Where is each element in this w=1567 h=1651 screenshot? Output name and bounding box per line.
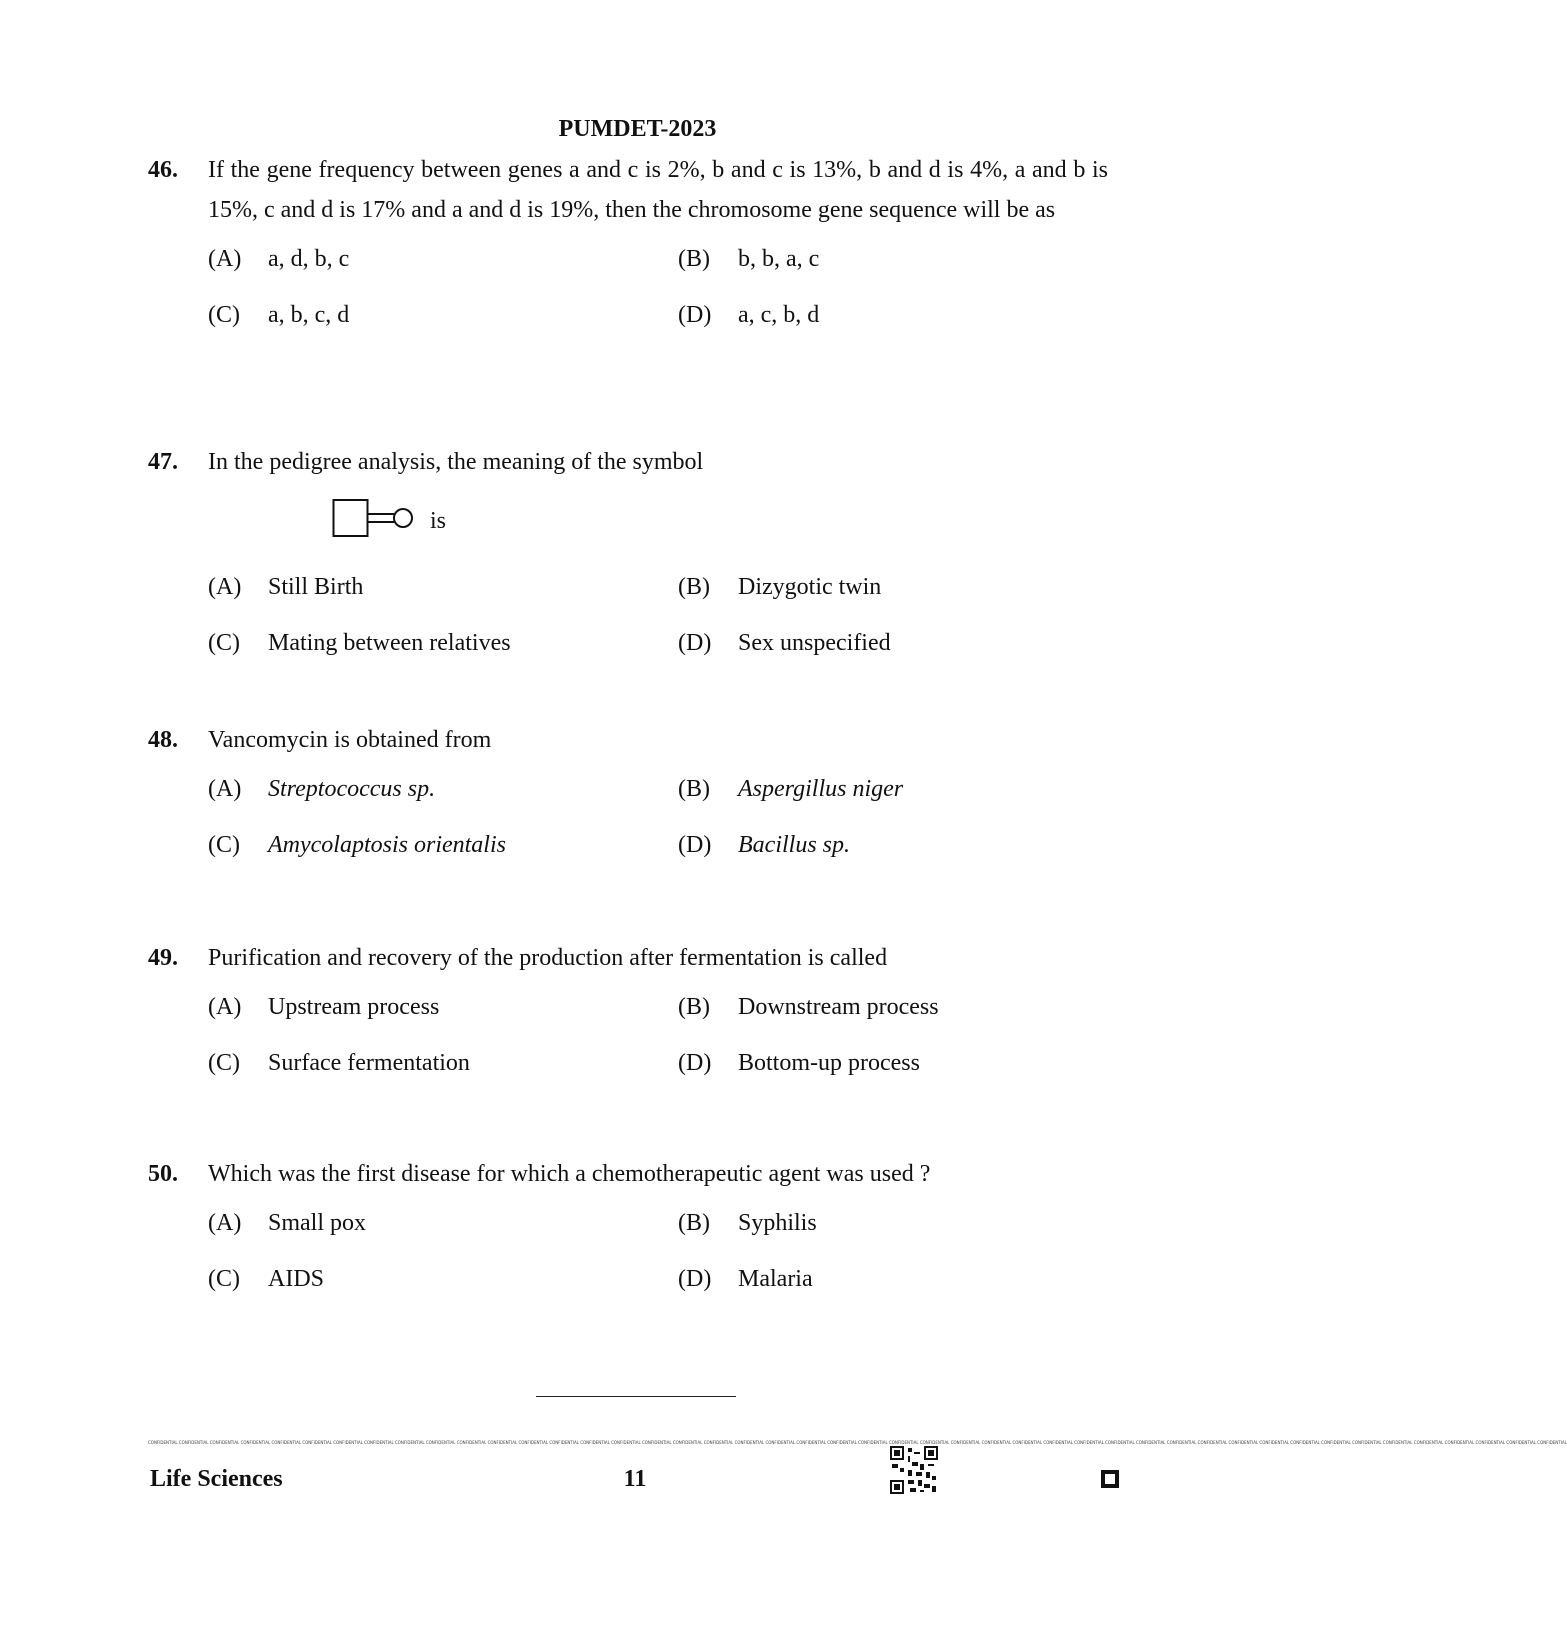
option-text: Syphilis [738, 1210, 817, 1236]
pedigree-symbol-line [208, 496, 1108, 560]
option-a[interactable] [208, 244, 349, 274]
question-49 [148, 938, 1108, 1104]
option-label: (C) [208, 302, 240, 328]
option-label: (B) [678, 1210, 710, 1236]
option-label: (B) [678, 994, 710, 1020]
options-list [208, 774, 1108, 886]
option-a[interactable] [208, 992, 439, 1022]
option-text: a, b, c, d [268, 302, 350, 328]
option-c[interactable] [208, 1264, 324, 1294]
option-b[interactable] [678, 1208, 817, 1238]
question-text: In the pedigree analysis, the meaning of the symbol [208, 449, 704, 475]
question-number: 49. [148, 945, 178, 971]
question-text: Vancomycin is obtained from [208, 727, 492, 753]
option-text: b, b, a, c [738, 246, 820, 272]
question-48 [148, 720, 1108, 886]
question-text: If the gene frequency between genes a and c is 2%, b and c is 13%, b and d is 4%, a and b is 15%, c and d is 17% and a and d is 19%, then the chromosome gene sequence will be as [208, 157, 1108, 223]
option-text: Amycolaptosis orientalis [268, 832, 506, 858]
qr-code-icon [890, 1446, 938, 1494]
option-label: (C) [208, 630, 240, 656]
option-b[interactable] [678, 572, 881, 602]
option-text: Still Birth [268, 574, 364, 600]
question-47 [148, 442, 1108, 684]
option-a[interactable] [208, 572, 363, 602]
question-number: 50. [148, 1161, 178, 1187]
confidential-strip: CONFIDENTIAL CONFIDENTIAL CONFIDENTIAL CONFIDENTIAL CONFIDENTIAL CONFIDENTIAL CONFIDENTIAL CONFIDENTIAL CONFIDENTIAL CONFIDENTIAL CONFIDENTIAL CONFIDENTIAL CONFIDENTIAL CONFIDENTIAL CONFIDENTIAL CONFIDENTIAL CONFIDENTIAL CONFIDENTIAL CONFIDENTIAL CONFIDENTIAL CONFIDENTIAL CONFIDENTIAL CONFIDENTIAL CONFIDENTIAL CONFIDENTIAL CONFIDENTIAL CONFIDENTIAL CONFIDENTIAL CONFIDENTIAL CONFIDENTIAL CONFIDENTIAL CONFIDENTIAL CONFIDENTIAL CONFIDENTIAL CONFIDENTIAL CONFIDENTIAL CONFIDENTIAL CONFIDENTIAL CONFIDENTIAL CONFIDENTIAL CONFIDENTIAL CONFIDENTIAL CONFIDENTIAL CONFIDENTIAL CONFIDENTIAL CONFIDENTIAL [148, 1440, 1567, 1445]
option-label: (D) [678, 630, 712, 656]
question-number: 46. [148, 157, 178, 183]
option-text: Streptococcus sp. [268, 776, 436, 802]
options-list [208, 992, 1108, 1104]
option-c[interactable] [208, 628, 511, 658]
option-label: (A) [208, 994, 242, 1020]
option-text: Upstream process [268, 994, 440, 1020]
symbol-suffix: is [430, 508, 447, 534]
option-text: AIDS [268, 1266, 325, 1292]
page-title: PUMDET-2023 [558, 116, 717, 142]
option-c[interactable] [208, 1048, 470, 1078]
option-text: Bottom-up process [738, 1050, 920, 1076]
option-d[interactable] [678, 1048, 920, 1078]
option-label: (D) [678, 1050, 712, 1076]
option-text: Sex unspecified [738, 630, 891, 656]
option-text: a, d, b, c [268, 246, 350, 272]
option-label: (B) [678, 574, 710, 600]
option-a[interactable] [208, 774, 435, 804]
option-b[interactable] [678, 244, 819, 274]
end-of-page-rule [536, 1396, 736, 1397]
footer-subject: Life Sciences [150, 1466, 283, 1492]
options-list [208, 244, 1108, 356]
option-label: (C) [208, 1266, 240, 1292]
option-label: (C) [208, 832, 240, 858]
options-list [208, 572, 1108, 684]
option-d[interactable] [678, 1264, 813, 1294]
option-d[interactable] [678, 628, 891, 658]
option-label: (B) [678, 246, 710, 272]
option-text: Malaria [738, 1266, 813, 1292]
option-b[interactable] [678, 992, 939, 1022]
question-text: Purification and recovery of the production after fermentation is called [208, 945, 888, 971]
option-label: (A) [208, 246, 242, 272]
option-c[interactable] [208, 830, 506, 860]
options-list [208, 1208, 1108, 1320]
page-number: 11 [623, 1466, 647, 1492]
option-text: Mating between relatives [268, 630, 511, 656]
option-label: (A) [208, 1210, 242, 1236]
option-a[interactable] [208, 1208, 366, 1238]
option-label: (D) [678, 832, 712, 858]
option-label: (B) [678, 776, 710, 802]
option-text: Downstream process [738, 994, 939, 1020]
option-label: (A) [208, 574, 242, 600]
option-b[interactable] [678, 774, 903, 804]
option-label: (D) [678, 302, 712, 328]
question-number: 48. [148, 727, 178, 753]
square-marker-icon [1101, 1470, 1119, 1488]
option-text: a, c, b, d [738, 302, 820, 328]
question-50 [148, 1154, 1108, 1320]
square-linked-circle-icon [332, 496, 422, 540]
option-d[interactable] [678, 300, 819, 330]
option-label: (C) [208, 1050, 240, 1076]
question-text: Which was the first disease for which a chemotherapeutic agent was used ? [208, 1161, 931, 1187]
option-text: Small pox [268, 1210, 367, 1236]
option-label: (A) [208, 776, 242, 802]
question-46 [148, 150, 1108, 356]
question-number: 47. [148, 449, 178, 475]
option-text: Dizygotic twin [738, 574, 882, 600]
option-text: Aspergillus niger [738, 776, 904, 802]
option-label: (D) [678, 1266, 712, 1292]
option-d[interactable] [678, 830, 850, 860]
option-text: Surface fermentation [268, 1050, 470, 1076]
option-text: Bacillus sp. [738, 832, 850, 858]
option-c[interactable] [208, 300, 349, 330]
